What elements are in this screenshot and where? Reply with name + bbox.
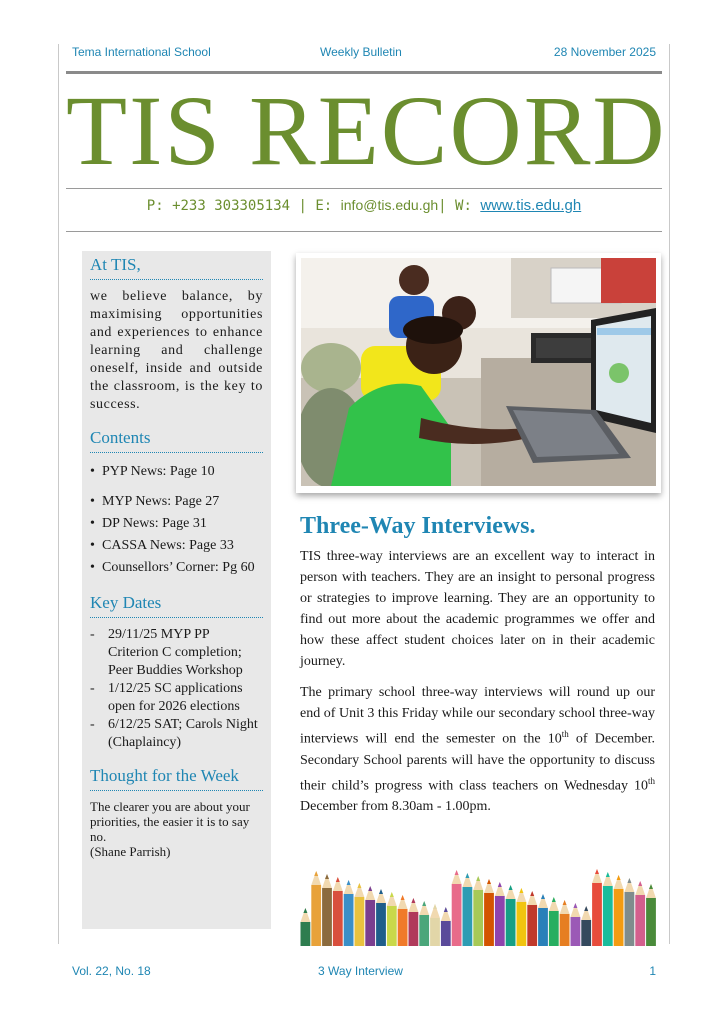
pencil bbox=[301, 908, 311, 946]
intro-text: we believe balance, by maximising opportunities and experiences to enhance learning and challenge oneself, inside and outside the classroom, is the key to success. bbox=[90, 289, 263, 412]
intro-heading: At TIS, bbox=[90, 255, 263, 280]
page-number: 1 bbox=[649, 964, 656, 978]
contents-item-myp[interactable]: • MYP News: Page 27 bbox=[90, 491, 263, 513]
key-date-item: - 29/11/25 MYP PP Criterion C completion; Peer Buddies Workshop bbox=[90, 626, 263, 680]
pencil bbox=[322, 874, 332, 946]
key-dates-list bbox=[90, 626, 263, 752]
thought-heading: Thought for the Week bbox=[90, 766, 263, 791]
left-page-rule bbox=[58, 44, 59, 944]
pencil bbox=[592, 869, 602, 946]
key-dates-heading: Key Dates bbox=[90, 593, 263, 618]
pencil bbox=[646, 884, 656, 946]
contents-item-cassa[interactable]: • CASSA News: Page 33 bbox=[90, 535, 263, 557]
pencil bbox=[625, 878, 635, 946]
pencil bbox=[311, 871, 321, 946]
pencil bbox=[549, 897, 559, 946]
pencil bbox=[387, 892, 397, 946]
article-photo bbox=[296, 253, 661, 493]
contents-list bbox=[90, 461, 263, 579]
thought-quote: The clearer you are about your priorities, the easier it is to say no. bbox=[90, 799, 250, 844]
article-title: Three-Way Interviews. bbox=[300, 513, 536, 539]
pencil bbox=[506, 885, 516, 946]
key-dates-section bbox=[90, 593, 263, 752]
contact-top-divider bbox=[66, 188, 662, 189]
pencil bbox=[484, 879, 494, 946]
pencil bbox=[430, 904, 440, 946]
website-link[interactable]: www.tis.edu.gh bbox=[480, 197, 582, 214]
contact-line bbox=[66, 197, 662, 214]
top-strip bbox=[72, 45, 656, 63]
contact-phone: P: +233 303305134 | E: bbox=[146, 198, 333, 214]
pencil bbox=[398, 895, 408, 946]
pencil bbox=[419, 901, 429, 946]
contents-item-pyp[interactable]: • PYP News: Page 10 bbox=[90, 461, 263, 483]
article-body bbox=[300, 546, 655, 817]
pencil bbox=[473, 876, 483, 946]
thought-author: (Shane Parrish) bbox=[90, 844, 171, 859]
pencil bbox=[527, 891, 537, 946]
contact-email[interactable]: info@tis.edu.gh bbox=[340, 197, 439, 213]
contents-heading: Contents bbox=[90, 428, 263, 453]
pencil bbox=[581, 906, 591, 946]
contact-web-label: | W: bbox=[438, 198, 472, 214]
pencil bbox=[635, 881, 645, 946]
right-page-rule bbox=[669, 44, 670, 944]
page-footer bbox=[72, 964, 656, 982]
pencil bbox=[538, 894, 548, 946]
pencil bbox=[441, 907, 451, 946]
publication-name: Weekly Bulletin bbox=[320, 45, 402, 59]
pencil bbox=[463, 873, 473, 946]
pencil bbox=[571, 903, 581, 946]
pencil bbox=[614, 875, 624, 946]
top-divider bbox=[66, 71, 662, 74]
key-date-item: - 1/12/25 SC applications open for 2026 elections bbox=[90, 680, 263, 716]
pencil bbox=[517, 888, 527, 946]
thought-section bbox=[90, 766, 263, 859]
article-paragraph-1: TIS three-way interviews are an excellent way to interact in person with teachers. They are an insight to personal progress or strategies to improve learning. They are an opportunity to find out more about the academic programmes we offer and how these affect student choices later on in their academic journey. bbox=[300, 549, 655, 669]
pencil bbox=[355, 883, 365, 946]
contents-section bbox=[90, 428, 263, 579]
issue-date: 28 November 2025 bbox=[553, 45, 656, 59]
masthead-title: TIS RECORD bbox=[66, 75, 667, 186]
pencil bbox=[344, 880, 354, 946]
colored-pencils-illustration bbox=[300, 858, 656, 946]
school-name: Tema International School bbox=[72, 45, 211, 59]
contents-item-counsellors[interactable]: • Counsellors’ Corner: Pg 60 bbox=[90, 557, 263, 579]
pencil bbox=[603, 872, 613, 946]
pencil bbox=[376, 889, 386, 946]
pencil bbox=[365, 886, 375, 946]
sidebar bbox=[82, 251, 271, 929]
volume-number: Vol. 22, No. 18 bbox=[72, 964, 151, 978]
pencil bbox=[452, 870, 462, 946]
article-paragraph-2: The primary school three-way interviews will round up our end of Unit 3 this Friday while our secondary school three-way interviews will end the semester on the 10th of December. Secondary School parents will have the opportunity to discuss their child’s progress with class teachers on Wednesday 10th December from 8.30am - 1.00pm. bbox=[300, 685, 655, 815]
pencil bbox=[333, 877, 343, 946]
key-date-item: - 6/12/25 SAT; Carols Night (Chaplaincy) bbox=[90, 716, 263, 752]
footer-section-title: 3 Way Interview bbox=[318, 964, 403, 978]
students-at-laptops-image bbox=[301, 258, 656, 486]
pencil bbox=[495, 882, 505, 946]
pencil bbox=[560, 900, 570, 946]
contents-item-dp[interactable]: • DP News: Page 31 bbox=[90, 513, 263, 535]
pencil bbox=[409, 898, 419, 946]
contact-bottom-divider bbox=[66, 231, 662, 232]
